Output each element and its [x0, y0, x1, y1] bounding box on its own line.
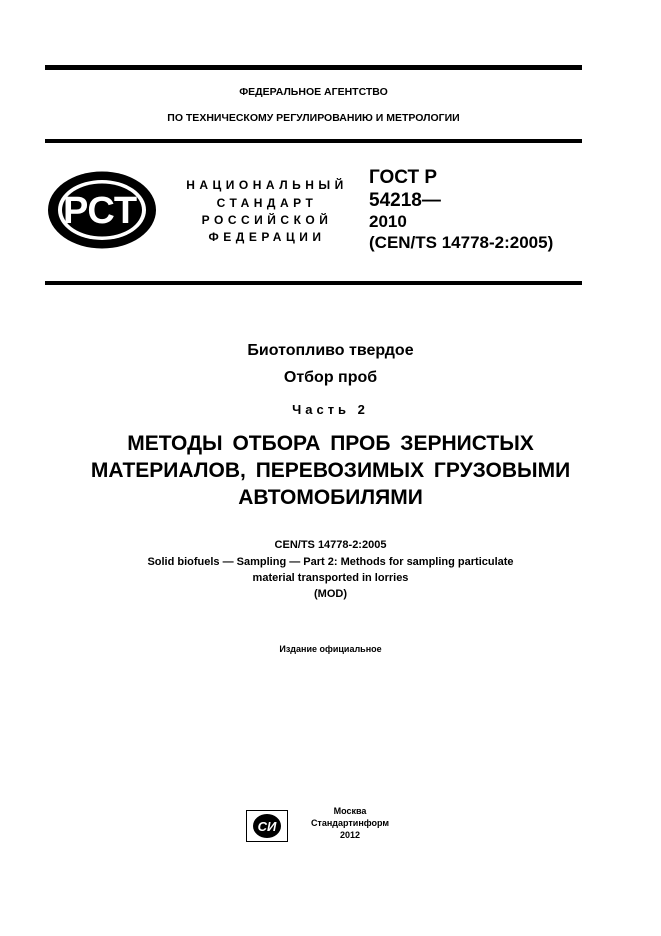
title-line-1: Биотопливо твердое [247, 342, 414, 359]
publisher-year: 2012 [339, 830, 361, 840]
edition-label: Издание официальное [279, 644, 382, 654]
part-label: Часть 2 [292, 402, 369, 417]
main-title-line-2: МАТЕРИАЛОВ, ПЕРЕВОЗИМЫХ ГРУЗОВЫМИ [90, 459, 571, 482]
national-label-line-4: ФЕДЕРАЦИИ [208, 230, 326, 244]
rst-seal-logo [46, 170, 158, 250]
standartinform-logo [246, 810, 288, 842]
publisher-city: Москва [333, 806, 367, 816]
national-label-line-3: РОССИЙСКОЙ [201, 213, 333, 227]
gost-number: 54218— [369, 190, 441, 211]
english-reference: CEN/TS 14778-2:2005 [274, 539, 387, 551]
agency-line-1: ФЕДЕРАЛЬНОЕ АГЕНТСТВО [239, 86, 388, 98]
top-rule [45, 65, 582, 70]
main-title-line-3: АВТОМОБИЛЯМИ [238, 486, 423, 509]
seal-logo-text: РСТ [62, 190, 138, 232]
main-title-line-1: МЕТОДЫ ОТБОРА ПРОБ ЗЕРНИСТЫХ [127, 432, 534, 455]
publisher-name: Стандартинформ [310, 818, 390, 828]
publisher-logo-text: СИ [257, 819, 277, 834]
national-label-line-2: СТАНДАРТ [216, 196, 318, 210]
english-mod: (MOD) [314, 588, 347, 600]
standard-rule [45, 281, 582, 285]
gost-label: ГОСТ Р [369, 167, 438, 188]
english-title-line-1: Solid biofuels — Sampling — Part 2: Methods for sampling particulate [147, 556, 514, 568]
national-label-line-1: НАЦИОНАЛЬНЫЙ [186, 178, 348, 192]
header-rule [45, 139, 582, 143]
gost-year: 2010 [369, 212, 407, 231]
agency-line-2: ПО ТЕХНИЧЕСКОМУ РЕГУЛИРОВАНИЮ И МЕТРОЛОГИИ [167, 112, 460, 124]
gost-reference: (CEN/TS 14778-2:2005) [369, 233, 554, 252]
english-title-line-2: material transported in lorries [252, 572, 409, 584]
title-line-2: Отбор проб [283, 369, 378, 386]
